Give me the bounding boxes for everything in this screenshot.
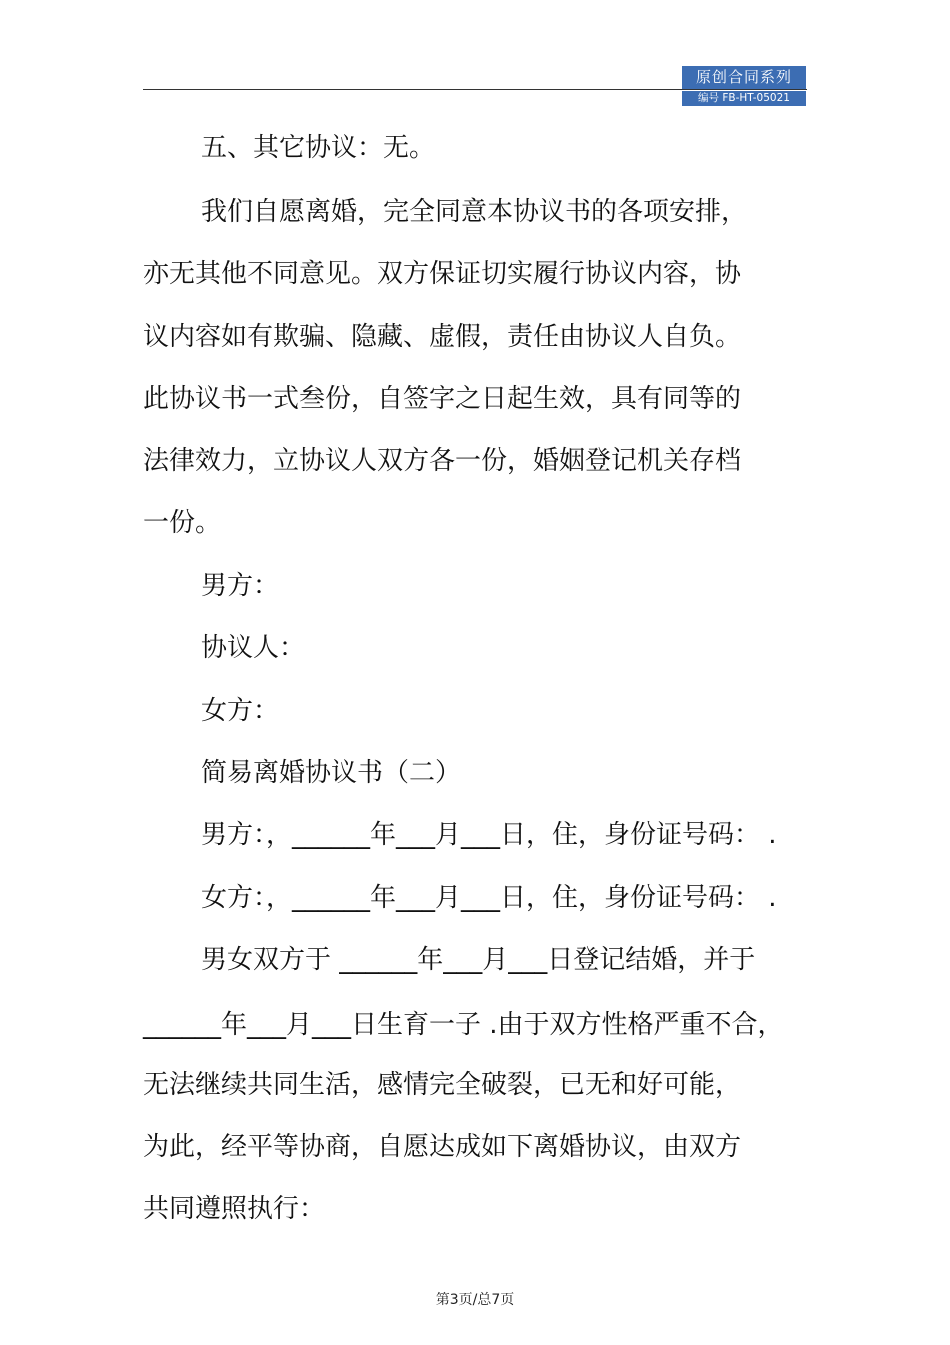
page-number: 第3页/总7页	[435, 1292, 515, 1308]
signature-label-female: 女方：	[201, 696, 280, 726]
paragraph-line: 为此，经平等协商，自愿达成如下离婚协议，由双方	[143, 1132, 742, 1162]
paragraph-line: 一份。	[143, 508, 222, 538]
signature-label-male: 男方：	[201, 571, 280, 601]
paragraph-line: 无法继续共同生活，感情完全破裂，已无和好可能，	[143, 1070, 742, 1100]
document-code-badge: 编号 FB-HT-05021	[682, 91, 806, 106]
paragraph-line: ______年___月___日生育一子 .由于双方性格严重不合，	[143, 1010, 784, 1040]
paragraph-line: 我们自愿离婚，完全同意本协议书的各项安排，	[201, 197, 748, 227]
paragraph-line: 此协议书一式叁份，自签字之日起生效，具有同等的	[143, 384, 742, 414]
paragraph-line: 共同遵照执行：	[143, 1194, 326, 1224]
paragraph-line: 五、其它协议：无。	[201, 133, 436, 163]
signature-label-signatory: 协议人：	[201, 633, 306, 663]
header-rule	[143, 89, 807, 90]
paragraph-line: 亦无其他不同意见。双方保证切实履行协议内容，协	[143, 259, 742, 289]
paragraph-line: 女方：，______年___月___日，住，身份证号码： .	[201, 883, 777, 913]
series-badge: 原创合同系列	[682, 66, 806, 89]
section-title: 简易离婚协议书（二）	[201, 758, 462, 788]
paragraph-line: 议内容如有欺骗、隐藏、虚假，责任由协议人自负。	[143, 322, 742, 352]
paragraph-line: 男方：，______年___月___日，住，身份证号码： .	[201, 820, 777, 850]
paragraph-line: 男女双方于 ______年___月___日登记结婚，并于	[201, 945, 756, 975]
paragraph-line: 法律效力，立协议人双方各一份，婚姻登记机关存档	[143, 446, 742, 476]
